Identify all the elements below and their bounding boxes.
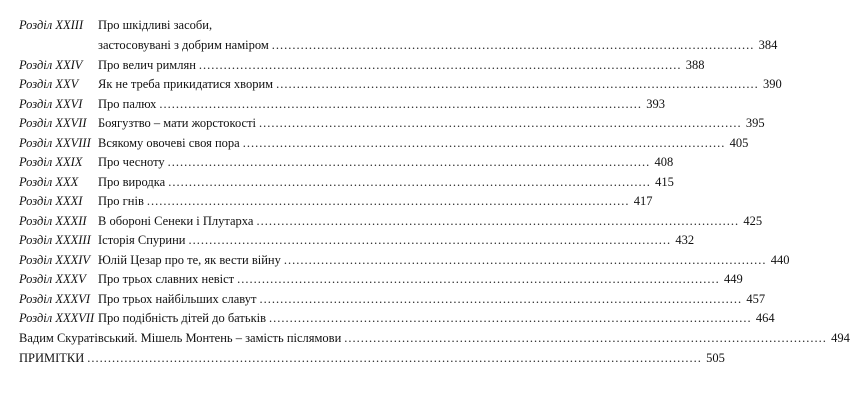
dot-leader: ..................................................................................................................... bbox=[168, 175, 651, 189]
chapter-title: Про трьох найбільших славут bbox=[98, 292, 257, 306]
chapter-title: Всякому овочеві своя пора bbox=[98, 136, 240, 150]
chapter-title: Про виродка bbox=[98, 175, 166, 189]
toc-entry-26 bbox=[0, 95, 665, 113]
chapter-number: Розділ XXIII bbox=[19, 18, 84, 32]
chapter-number: Розділ XXXV bbox=[19, 272, 86, 286]
page-number: 395 bbox=[745, 116, 765, 130]
page-number: 449 bbox=[724, 272, 743, 286]
toc-entry-23-heading bbox=[0, 16, 428, 34]
page-number: 425 bbox=[743, 214, 763, 228]
chapter-number: Розділ XXXI bbox=[19, 194, 83, 208]
chapter-number: Розділ XXVI bbox=[19, 97, 83, 111]
toc-entry-afterword bbox=[0, 329, 850, 347]
afterword-title: Вадим Скуратівський. Мішель Монтень – замість післямови bbox=[19, 331, 342, 345]
toc-entry-28 bbox=[0, 134, 749, 152]
chapter-title: Про велич римлян bbox=[98, 58, 196, 72]
dot-leader: ..................................................................................................................... bbox=[256, 214, 740, 228]
chapter-number: Розділ XXXVII bbox=[19, 311, 95, 325]
dot-leader: ..................................................................................................................... bbox=[271, 38, 755, 52]
chapter-title: Про трьох славних невіст bbox=[98, 272, 235, 286]
chapter-title: застосовувані з добрим наміром bbox=[98, 38, 269, 52]
chapter-number: Розділ XXIV bbox=[19, 58, 83, 72]
page-number: 408 bbox=[654, 155, 674, 169]
chapter-title: Про палюх bbox=[98, 97, 157, 111]
toc-entry-33 bbox=[0, 231, 695, 249]
chapter-number: Розділ XXXIV bbox=[19, 253, 91, 267]
page-number: 505 bbox=[706, 351, 725, 365]
dot-leader: ..................................................................................................................... bbox=[344, 331, 827, 345]
page-number: 384 bbox=[758, 38, 778, 52]
chapter-title: Юлій Цезар про те, як вести війну bbox=[98, 253, 281, 267]
dot-leader: ..................................................................................................................... bbox=[159, 97, 642, 111]
toc-entry-35 bbox=[0, 270, 743, 288]
chapter-number: Розділ XXVIII bbox=[19, 136, 91, 150]
toc-entry-34 bbox=[0, 251, 790, 269]
chapter-title: Як не треба прикидатися хворим bbox=[98, 77, 274, 91]
page-number: 464 bbox=[755, 311, 775, 325]
page-number: 417 bbox=[633, 194, 653, 208]
toc-entry-27 bbox=[0, 114, 765, 132]
toc-entry-31 bbox=[0, 192, 653, 210]
chapter-title: Боягузтво – мати жорстокості bbox=[98, 116, 257, 130]
dot-leader: ..................................................................................................................... bbox=[259, 292, 743, 306]
chapter-number: Розділ XXVII bbox=[19, 116, 87, 130]
chapter-title: Про гнів bbox=[98, 194, 144, 208]
notes-title: ПРИМІТКИ bbox=[19, 351, 85, 365]
dot-leader: ..................................................................................................................... bbox=[242, 136, 726, 150]
chapter-number: Розділ XXX bbox=[19, 175, 79, 189]
chapter-number: Розділ XXXII bbox=[19, 214, 87, 228]
dot-leader: ..................................................................................................................... bbox=[167, 155, 651, 169]
page-number: 440 bbox=[770, 253, 790, 267]
toc-entry-notes bbox=[0, 349, 725, 367]
dot-leader: ..................................................................................................................... bbox=[146, 194, 630, 208]
toc-entry-24 bbox=[0, 56, 705, 74]
dot-leader: ..................................................................................................................... bbox=[269, 311, 752, 325]
chapter-number: Розділ XXV bbox=[19, 77, 79, 91]
page-number: 388 bbox=[685, 58, 705, 72]
chapter-title: Про подібність дітей до батьків bbox=[98, 311, 267, 325]
page-number: 415 bbox=[655, 175, 674, 189]
dot-leader: ..................................................................................................................................................... bbox=[87, 351, 702, 365]
page-number: 457 bbox=[746, 292, 766, 306]
page-number: 432 bbox=[675, 233, 695, 247]
dot-leader: ..................................................................................................................... bbox=[198, 58, 682, 72]
dot-leader: ..................................................................................................................... bbox=[283, 253, 767, 267]
page-number: 405 bbox=[729, 136, 749, 150]
chapter-number: Розділ XXIX bbox=[19, 155, 83, 169]
chapter-number: Розділ XXXVI bbox=[19, 292, 91, 306]
chapter-title-line1: Про шкідливі засоби, bbox=[98, 18, 213, 32]
chapter-title: В обороні Сенеки і Плутарха bbox=[98, 214, 254, 228]
chapter-number: Розділ XXXIII bbox=[19, 233, 91, 247]
toc-entry-37 bbox=[0, 309, 775, 327]
toc-entry-23 bbox=[0, 36, 778, 54]
toc-entry-25 bbox=[0, 75, 782, 93]
page-number: 393 bbox=[646, 97, 665, 111]
toc-entry-30 bbox=[0, 173, 674, 191]
dot-leader: ..................................................................................................................... bbox=[237, 272, 720, 286]
page-number: 494 bbox=[831, 331, 850, 345]
dot-leader: ..................................................................................................................... bbox=[188, 233, 672, 247]
page-number: 390 bbox=[762, 77, 782, 91]
chapter-title: Історія Спурини bbox=[98, 233, 186, 247]
toc-entry-32 bbox=[0, 212, 763, 230]
toc-entry-36 bbox=[0, 290, 766, 308]
toc-entry-29 bbox=[0, 153, 674, 171]
chapter-title: Про чесноту bbox=[98, 155, 165, 169]
dot-leader: ..................................................................................................................... bbox=[259, 116, 742, 130]
dot-leader: ..................................................................................................................... bbox=[276, 77, 759, 91]
